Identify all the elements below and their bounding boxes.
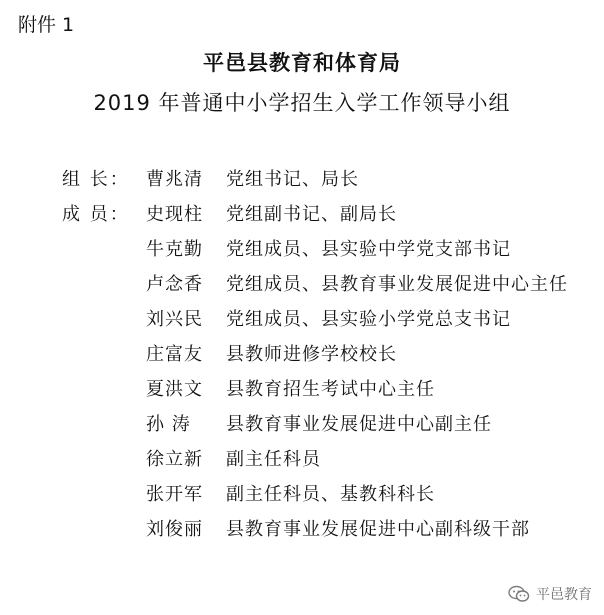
member-duty: 党组成员、县教育事业发展促进中心主任 (226, 274, 568, 295)
document-subtitle: 2019 年普通中小学招生入学工作领导小组 (93, 91, 511, 115)
document-title: 平邑县教育和体育局 (203, 51, 401, 75)
member-duty: 县教育招生考试中心主任 (226, 379, 435, 400)
member-duty: 县教育事业发展促进中心副科级干部 (226, 519, 530, 540)
member-name: 徐立新 (146, 449, 203, 470)
member-name: 牛克勤 (146, 239, 203, 260)
member-duty: 党组书记、局长 (226, 169, 359, 190)
member-duty: 党组副书记、副局长 (226, 204, 397, 225)
member-row (0, 270, 604, 300)
member-duty: 副主任科员 (226, 449, 321, 470)
member-duty: 副主任科员、基教科科长 (226, 484, 435, 505)
member-duty: 党组成员、县实验小学党总支书记 (226, 309, 511, 330)
member-duty: 党组成员、县实验中学党支部书记 (226, 239, 511, 260)
member-duty: 县教育事业发展促进中心副主任 (226, 414, 492, 435)
member-name: 张开军 (146, 484, 203, 505)
member-name: 卢念香 (146, 274, 203, 295)
member-name: 刘兴民 (146, 309, 203, 330)
member-row (0, 410, 604, 440)
member-row (0, 200, 604, 230)
member-row (0, 445, 604, 475)
watermark-text: 平邑教育 (536, 587, 592, 603)
watermark (508, 583, 592, 605)
member-name: 曹兆清 (146, 169, 203, 190)
member-row (0, 480, 604, 510)
member-name: 孙 涛 (146, 414, 191, 435)
member-row (0, 515, 604, 545)
member-name: 史现柱 (146, 204, 203, 225)
member-row (0, 235, 604, 265)
member-name: 夏洪文 (146, 379, 203, 400)
member-name: 庄富友 (146, 344, 203, 365)
member-row (0, 305, 604, 335)
member-row (0, 375, 604, 405)
member-name: 刘俊丽 (146, 519, 203, 540)
member-duty: 县教师进修学校校长 (226, 344, 397, 365)
member-row (0, 340, 604, 370)
attachment-label: 附件 1 (18, 14, 75, 36)
wechat-icon (508, 585, 530, 603)
member-role: 成 员： (62, 204, 130, 225)
member-role: 组 长： (62, 169, 130, 190)
member-row (0, 165, 604, 195)
